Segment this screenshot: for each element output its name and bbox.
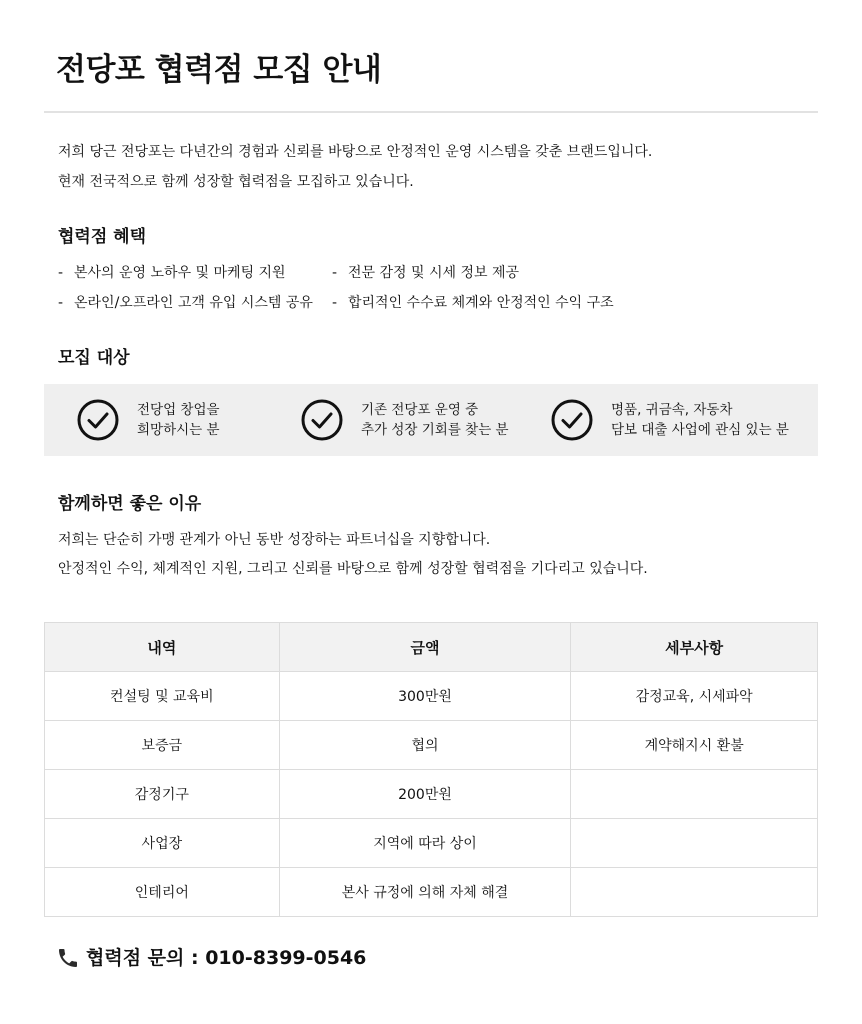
intro-text <box>58 137 652 197</box>
reasons-text <box>58 526 648 584</box>
fee-table <box>44 622 818 917</box>
table-cell: 감정기구 <box>45 770 280 819</box>
table-cell: 보증금 <box>45 721 280 770</box>
benefits-row <box>58 258 758 288</box>
column-header-item: 내역 <box>45 623 280 672</box>
check-circle-icon <box>300 398 344 442</box>
table-row <box>45 721 818 770</box>
benefit-item <box>58 258 332 288</box>
check-circle-icon <box>550 398 594 442</box>
table-cell <box>571 819 818 868</box>
bullet-dash: - <box>58 265 64 281</box>
target-item <box>550 384 789 456</box>
table-cell: 200만원 <box>279 770 571 819</box>
table-row <box>45 819 818 868</box>
title-divider <box>44 111 818 113</box>
target-text <box>611 400 789 440</box>
targets-heading: 모집 대상 <box>58 348 130 368</box>
targets-band <box>44 384 818 456</box>
intro-line-1: 저희 당근 전당포는 다년간의 경험과 신뢰를 바탕으로 안정적인 운영 시스템을 갖춘 브랜드입니다. <box>58 144 653 160</box>
benefit-text: 본사의 운영 노하우 및 마케팅 지원 <box>74 265 286 281</box>
benefit-text: 온라인/오프라인 고객 유입 시스템 공유 <box>74 295 313 311</box>
bullet-dash: - <box>332 265 338 281</box>
bullet-dash: - <box>332 295 338 311</box>
reason-line-1: 저희는 단순히 가맹 관계가 아닌 동반 성장하는 파트너십을 지향합니다. <box>58 532 491 548</box>
table-cell: 협의 <box>279 721 571 770</box>
table-cell <box>571 868 818 917</box>
target-line: 기존 전당포 운영 중 <box>361 402 479 418</box>
column-header-amount: 금액 <box>279 623 571 672</box>
target-line: 담보 대출 사업에 관심 있는 분 <box>611 422 789 438</box>
table-cell: 지역에 따라 상이 <box>279 819 571 868</box>
target-text <box>361 400 509 440</box>
target-item <box>300 384 509 456</box>
check-circle-icon <box>76 398 120 442</box>
benefit-text: 합리적인 수수료 체계와 안정적인 수익 구조 <box>348 295 614 311</box>
benefit-item <box>332 258 519 288</box>
table-cell: 300만원 <box>279 672 571 721</box>
benefit-text: 전문 감정 및 시세 정보 제공 <box>348 265 520 281</box>
benefits-heading: 협력점 혜택 <box>58 227 147 247</box>
reasons-heading: 함께하면 좋은 이유 <box>58 494 202 514</box>
table-cell: 감정교육, 시세파악 <box>571 672 818 721</box>
table-cell: 본사 규정에 의해 자체 해결 <box>279 868 571 917</box>
target-line: 추가 성장 기회를 찾는 분 <box>361 422 509 438</box>
column-header-details: 세부사항 <box>571 623 818 672</box>
table-cell <box>571 770 818 819</box>
bullet-dash: - <box>58 295 64 311</box>
benefits-list <box>58 258 758 318</box>
table-row <box>45 868 818 917</box>
benefit-item <box>58 288 332 318</box>
reason-line-2: 안정적인 수익, 체계적인 지원, 그리고 신뢰를 바탕으로 함께 성장할 협력점을 기다리고 있습니다. <box>58 561 648 577</box>
target-line: 명품, 귀금속, 자동차 <box>611 402 733 418</box>
table-cell: 계약해지시 환불 <box>571 721 818 770</box>
contact-text: 협력점 문의 : 010-8399-0546 <box>86 947 367 969</box>
table-cell: 사업장 <box>45 819 280 868</box>
table-row <box>45 770 818 819</box>
intro-line-2: 현재 전국적으로 함께 성장할 협력점을 모집하고 있습니다. <box>58 174 414 190</box>
table-cell: 인테리어 <box>45 868 280 917</box>
target-line: 희망하시는 분 <box>137 422 220 438</box>
target-text <box>137 400 220 440</box>
benefit-item <box>332 288 614 318</box>
phone-icon <box>56 946 80 970</box>
page-title: 전당포 협력점 모집 안내 <box>56 52 382 88</box>
contact-line <box>56 944 366 972</box>
table-row <box>45 672 818 721</box>
table-header-row <box>45 623 818 672</box>
table-cell: 컨설팅 및 교육비 <box>45 672 280 721</box>
target-line: 전당업 창업을 <box>137 402 220 418</box>
benefits-row <box>58 288 758 318</box>
target-item <box>76 384 220 456</box>
